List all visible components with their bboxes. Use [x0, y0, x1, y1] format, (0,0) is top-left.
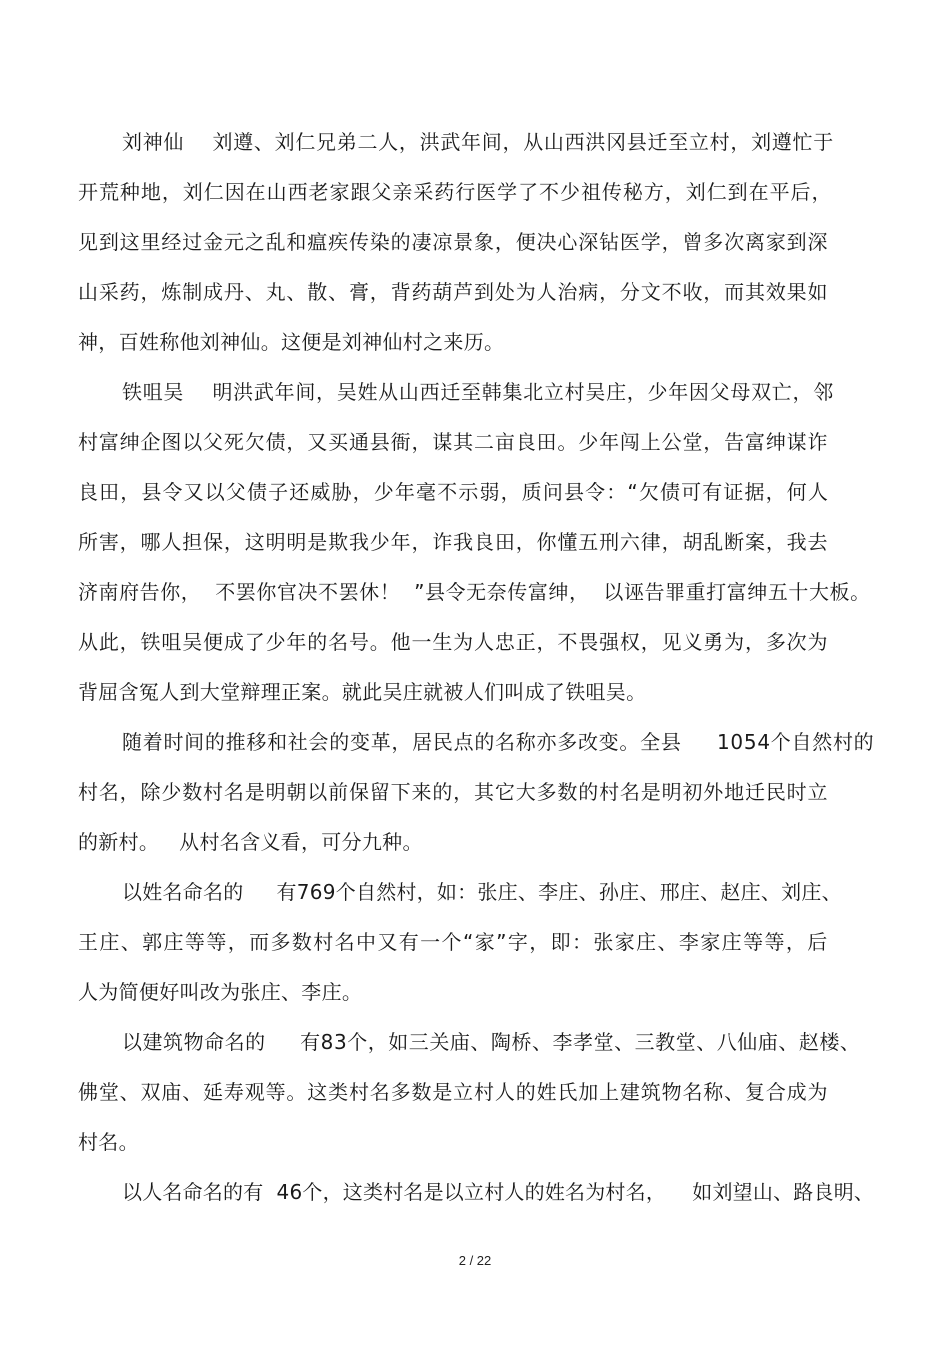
text-line: 良田，县令又以父债子还威胁，少年毫不示弱，质问县令：“欠债可有证据，何人 [78, 480, 829, 504]
text-line: 山采药，炼制成丹、丸、散、膏，背药葫芦到处为人治病，分文不收，而其效果如 [78, 280, 829, 304]
text-line: 村名，除少数村名是明朝以前保留下来的，其它大多数的村名是明初外地迁民时立 [78, 780, 829, 804]
text-line: 人为简便好叫改为张庄、李庄。 [78, 980, 363, 1004]
text-line: 济南府告你， 不罢你官决不罢休！ ”县令无奈传富绅， 以诬告罪重打富绅五十大板。 [78, 580, 871, 604]
text-line: 王庄、郭庄等等，而多数村名中又有一个“家”字，即：张家庄、李家庄等等，后 [78, 930, 829, 954]
text-line: 以姓名命名的 有769个自然村，如：张庄、李庄、孙庄、邢庄、赵庄、刘庄、 [122, 880, 842, 904]
text-line: 见到这里经过金元之乱和瘟疾传染的凄凉景象，便决心深钻医学，曾多次离家到深 [78, 230, 829, 254]
text-line: 佛堂、双庙、延寿观等。这类村名多数是立村人的姓氏加上建筑物名称、复合成为 [78, 1080, 829, 1104]
text-line: 以建筑物命名的 有83个，如三关庙、陶桥、李孝堂、三教堂、八仙庙、赵楼、 [122, 1030, 861, 1054]
text-line: 铁咀吴 明洪武年间，吴姓从山西迁至韩集北立村吴庄，少年因父母双亡，邻 [122, 380, 834, 404]
text-line: 神，百姓称他刘神仙。这便是刘神仙村之来历。 [78, 330, 505, 354]
text-line: 随着时间的推移和社会的变革，居民点的名称亦多改变。全县 1054个自然村的 [122, 730, 875, 754]
text-line: 村名。 [78, 1130, 139, 1154]
text-line: 所害，哪人担保，这明明是欺我少年，诈我良田，你懂五刑六律，胡乱断案，我去 [78, 530, 829, 554]
text-line: 以人名命名的有 46个，这类村名是以立村人的姓名为村名， 如刘望山、路良明、 [122, 1180, 875, 1204]
text-line: 的新村。 从村名含义看，可分九种。 [78, 830, 423, 854]
text-line: 背屈含冤人到大堂辩理正案。就此吴庄就被人们叫成了铁咀吴。 [78, 680, 647, 704]
text-line: 刘神仙 刘遵、刘仁兄弟二人，洪武年间，从山西洪冈县迁至立村，刘遵忙于 [122, 130, 834, 154]
text-line: 从此，铁咀吴便成了少年的名号。他一生为人忠正，不畏强权，见义勇为，多次为 [78, 630, 829, 654]
text-line: 村富绅企图以父死欠债，又买通县衙，谋其二亩良田。少年闯上公堂，告富绅谋诈 [78, 430, 829, 454]
page-number: 2 / 22 [458, 1253, 492, 1268]
text-line: 开荒种地，刘仁因在山西老家跟父亲采药行医学了不少祖传秘方，刘仁到在平后， [78, 180, 833, 204]
